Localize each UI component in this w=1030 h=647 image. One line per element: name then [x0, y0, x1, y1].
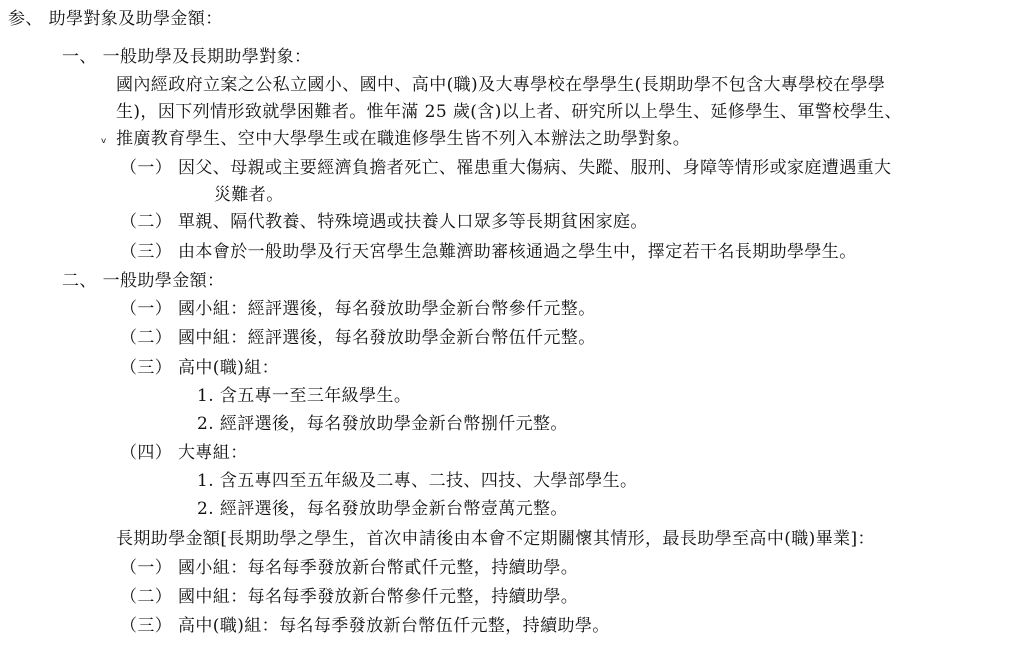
part2-heading: 二、 一般助學金額：	[62, 271, 225, 291]
eligibility-paragraph-line-3: 推廣教育學生、空中大學學生或在職進修學生皆不列入本辦法之助學對象。	[116, 129, 691, 149]
general-amount-junior-high: （二） 國中組：經評選後，每名發放助學金新台幣伍仟元整。	[120, 328, 596, 348]
eligibility-paragraph-line-1: 國內經政府立案之公私立國小、國中、高中(職)及大專學校在學學生(長期助學不包含大專學校在學學	[116, 75, 886, 95]
eligibility-paragraph-line-2: 生)，因下列情形致就學困難者。惟年滿 25 歲(含)以上者、研究所以上學生、延修學生、軍警校學生、	[116, 102, 902, 122]
college-detail-2: 2. 經評選後，每名發放助學金新台幣壹萬元整。	[197, 499, 568, 519]
eligibility-item-2: （二） 單親、隔代教養、特殊境遇或扶養人口眾多等長期貧困家庭。	[120, 212, 648, 232]
senior-high-detail-2: 2. 經評選後，每名發放助學金新台幣捌仟元整。	[197, 414, 568, 434]
section-heading: 参、 助學對象及助學金額：	[8, 9, 223, 29]
eligibility-item-3: （三） 由本會於一般助學及行天宮學生急難濟助審核通過之學生中，擇定若干名長期助學學生。	[120, 242, 857, 262]
part1-heading: 一、 一般助學及長期助學對象：	[62, 47, 312, 67]
eligibility-item-1-line-2: 災難者。	[214, 185, 284, 205]
eligibility-item-1-line-1: （一） 因父、母親或主要經濟負擔者死亡、罹患重大傷病、失蹤、服刑、身障等情形或家庭遭遇重大	[120, 158, 892, 178]
margin-mark: ᵥ	[101, 131, 107, 147]
general-amount-senior-high: （三） 高中(職)組：	[120, 358, 280, 378]
longterm-amount-elementary: （一） 國小組：每名每季發放新台幣貳仟元整，持續助學。	[120, 558, 579, 578]
longterm-amount-junior-high: （二） 國中組：每名每季發放新台幣參仟元整，持續助學。	[120, 587, 579, 607]
longterm-amount-senior-high: （三） 高中(職)組：每名每季發放新台幣伍仟元整，持續助學。	[120, 616, 610, 636]
general-amount-elementary: （一） 國小組：經評選後，每名發放助學金新台幣參仟元整。	[120, 299, 596, 319]
longterm-heading: 長期助學金額[長期助學之學生，首次申請後由本會不定期關懷其情形，最長助學至高中(職)畢業]：	[116, 529, 875, 549]
college-detail-1: 1. 含五專四至五年級及二專、二技、四技、大學部學生。	[197, 471, 638, 491]
general-amount-college: （四） 大專組：	[120, 443, 248, 463]
senior-high-detail-1: 1. 含五專一至三年級學生。	[197, 386, 412, 406]
